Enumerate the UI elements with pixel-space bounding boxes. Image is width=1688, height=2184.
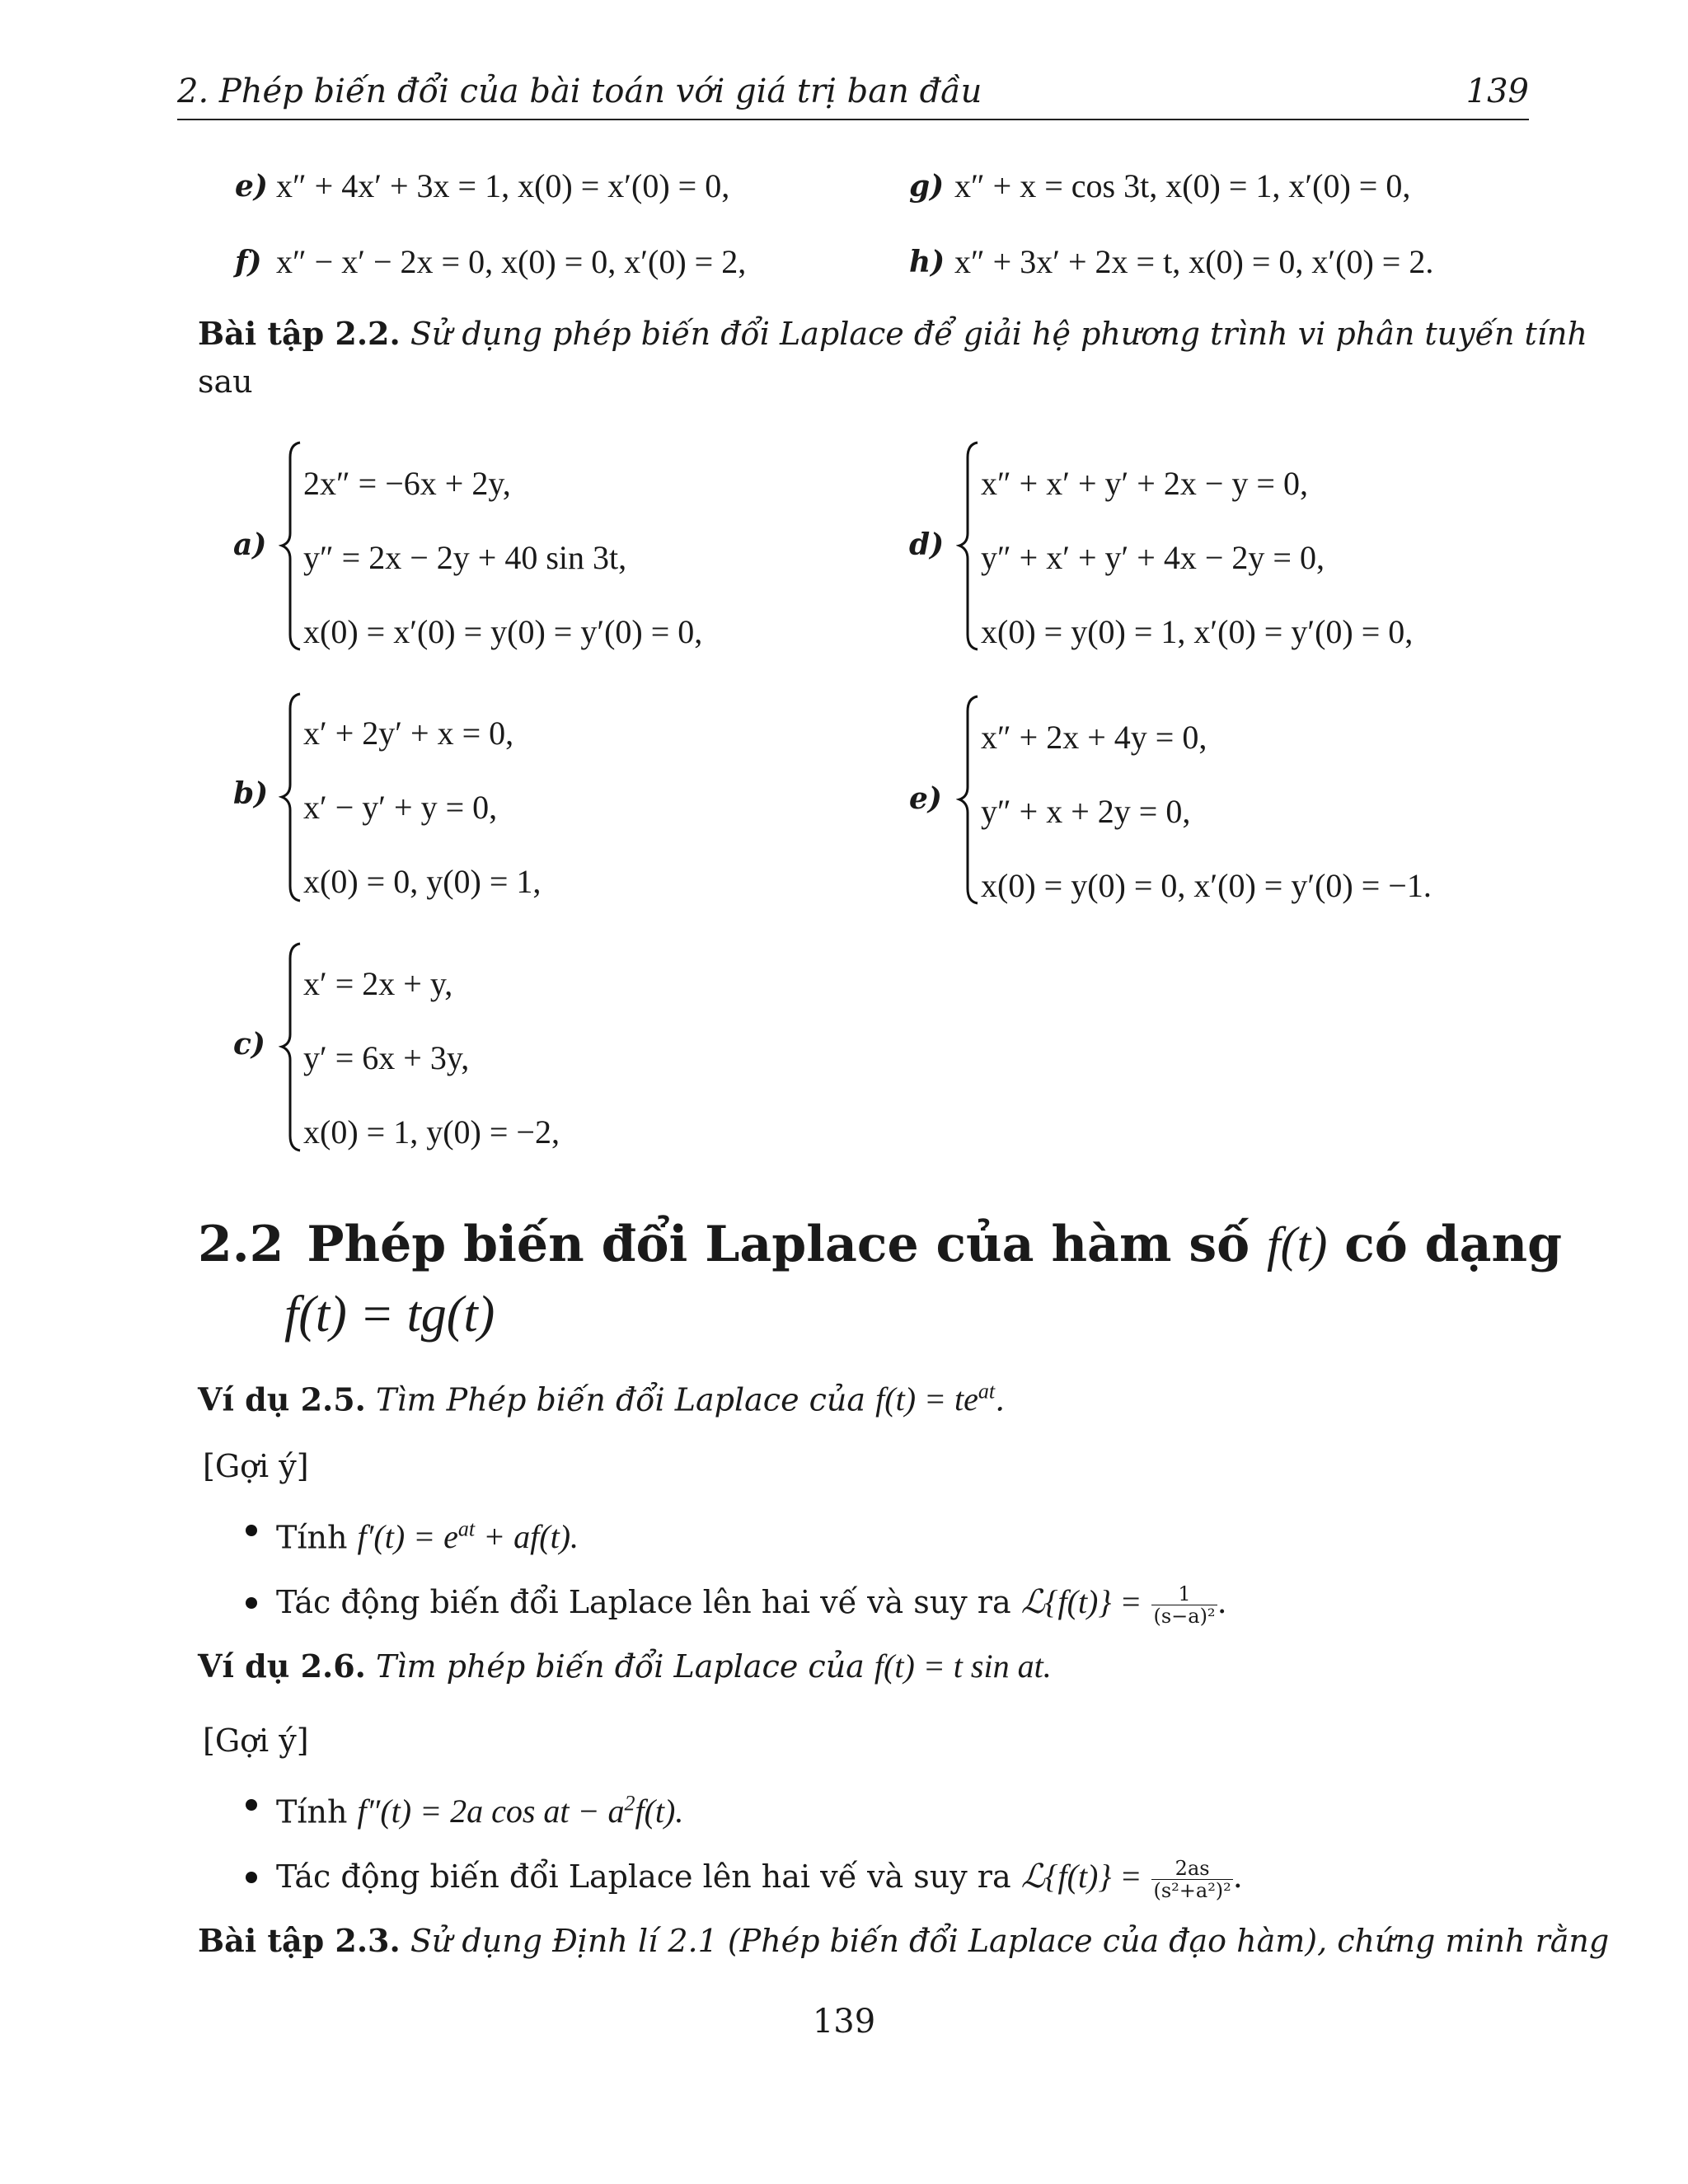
item-label-g: g) — [909, 169, 945, 204]
brace-icon — [279, 441, 303, 651]
system-d-row-3: x(0) = y(0) = 1, x′(0) = y′(0) = 0, — [981, 613, 1414, 650]
section-heading — [198, 1212, 1562, 1277]
system-b-row-3: x(0) = 0, y(0) = 1, — [303, 863, 542, 900]
running-header — [177, 73, 1529, 120]
example-2-5-end: . — [995, 1381, 1006, 1418]
header-page-number: 139 — [1465, 73, 1529, 110]
bullet-text: Tính — [276, 1519, 348, 1556]
system-c-row-1: x′ = 2x + y, — [303, 965, 453, 1002]
equation-g: x″ + x = cos 3t, x(0) = 1, x′(0) = 0, — [954, 167, 1411, 204]
example-2-5-bullet-2 — [276, 1578, 1227, 1627]
bullet-icon — [246, 1597, 257, 1609]
bullet-math-sup: 2 — [624, 1792, 635, 1816]
bullet-math-base: f″(t) = 2a cos at − a — [357, 1793, 625, 1830]
fraction-numerator: 1 — [1151, 1583, 1217, 1605]
example-2-6-bullet-1 — [276, 1780, 683, 1835]
brace-icon — [279, 692, 303, 902]
section-title: Phép biến đổi Laplace của hàm số — [307, 1216, 1250, 1273]
bullet-end: . — [1232, 1858, 1243, 1895]
chapter-title: 2. Phép biến đổi của bài toán với giá trị ban đầu — [177, 73, 982, 110]
system-d-row-1: x″ + x′ + y′ + 2x − y = 0, — [981, 465, 1308, 502]
example-2-6-math: f(t) = t sin at. — [874, 1647, 1052, 1685]
exercise-2-2-text: Sử dụng phép biến đổi Laplace để giải hệ phương trình vi phân tuyến tính — [410, 316, 1587, 352]
system-a-row-1: 2x″ = −6x + 2y, — [303, 465, 511, 502]
system-d-row-2: y″ + x′ + y′ + 4x − 2y = 0, — [981, 539, 1325, 576]
brace-icon — [956, 441, 981, 651]
section-title-line2: f(t) = tg(t) — [284, 1286, 495, 1343]
example-2-6 — [198, 1643, 1052, 1690]
system-label-d: d) — [909, 527, 945, 562]
bullet-icon — [246, 1872, 257, 1883]
system-b-row-2: x′ − y′ + y = 0, — [303, 789, 498, 826]
brace-icon — [279, 942, 303, 1152]
system-a-row-2: y″ = 2x − 2y + 40 sin 3t, — [303, 539, 627, 576]
bullet-text: Tác động biến đổi Laplace lên hai vế và suy ra — [276, 1858, 1011, 1895]
fraction — [1151, 1858, 1232, 1901]
example-2-5-math-base: f(t) = te — [875, 1380, 978, 1418]
fraction-numerator: 2as — [1151, 1858, 1232, 1880]
example-2-5-math-sup: at — [978, 1380, 996, 1404]
bullet-text: Tác động biến đổi Laplace lên hai vế và suy ra — [276, 1584, 1011, 1620]
bullet-math-rest: + af(t). — [475, 1518, 579, 1556]
exercise-2-3-title: Bài tập 2.3. — [198, 1922, 401, 1959]
system-c-row-3: x(0) = 1, y(0) = −2, — [303, 1113, 560, 1151]
equation-f: x″ − x′ − 2x = 0, x(0) = 0, x′(0) = 2, — [276, 243, 747, 280]
system-b-row-1: x′ + 2y′ + x = 0, — [303, 715, 514, 752]
example-2-5-title: Ví dụ 2.5. — [198, 1380, 366, 1418]
bullet-icon — [246, 1525, 257, 1536]
system-e-row-2: y″ + x + 2y = 0, — [981, 793, 1191, 830]
exercise-2-2-title: Bài tập 2.2. — [198, 315, 401, 352]
bullet-math — [358, 1793, 684, 1830]
bullet-math-sup: at — [457, 1517, 476, 1541]
example-2-5 — [198, 1368, 1005, 1423]
hint-label: [Gợi ý] — [203, 1448, 309, 1484]
laplace-math: ℒ{f(t)} = — [1020, 1583, 1142, 1620]
exercise-2-3 — [198, 1917, 1609, 1965]
system-a-row-3: x(0) = x′(0) = y(0) = y′(0) = 0, — [303, 613, 703, 650]
exercise-2-2-heading — [198, 310, 1587, 358]
bullet-math — [358, 1518, 579, 1555]
footer-page-number: 139 — [812, 2003, 876, 2041]
example-2-6-title: Ví dụ 2.6. — [198, 1647, 366, 1685]
example-2-5-text: Tìm Phép biến đổi Laplace của — [376, 1381, 866, 1418]
exercise-2-2-text-cont: sau — [198, 363, 253, 400]
laplace-math: ℒ{f(t)} = — [1020, 1858, 1142, 1895]
system-label-c: c) — [233, 1027, 265, 1062]
bullet-math-base: f′(t) = e — [357, 1518, 458, 1556]
section-fn: f(t) — [1267, 1217, 1328, 1272]
bullet-end: . — [1217, 1584, 1227, 1620]
item-label-h: h) — [909, 245, 945, 279]
example-2-6-bullet-2 — [276, 1853, 1243, 1901]
section-number: 2.2 — [198, 1216, 284, 1273]
example-2-5-math — [875, 1380, 995, 1418]
fraction — [1151, 1583, 1217, 1627]
item-label-f: f) — [235, 245, 262, 279]
system-label-b: b) — [233, 776, 269, 811]
bullet-math-rest: f(t). — [635, 1793, 684, 1830]
system-e-row-1: x″ + 2x + 4y = 0, — [981, 719, 1207, 756]
equation-h: x″ + 3x′ + 2x = t, x(0) = 0, x′(0) = 2. — [954, 243, 1434, 280]
exercise-2-3-text: Sử dụng Định lí 2.1 (Phép biến đổi Laplace của đạo hàm), chứng minh rằng — [410, 1923, 1610, 1959]
system-c-row-2: y′ = 6x + 3y, — [303, 1039, 470, 1076]
hint-label: [Gợi ý] — [203, 1722, 309, 1759]
fraction-denominator: (s−a)² — [1153, 1605, 1216, 1628]
item-label-e: e) — [235, 169, 268, 204]
bullet-text: Tính — [276, 1793, 348, 1830]
system-label-a: a) — [233, 527, 267, 562]
fraction-denominator: (s²+a²)² — [1153, 1879, 1231, 1902]
system-e-row-3: x(0) = y(0) = 0, x′(0) = y′(0) = −1. — [981, 867, 1432, 904]
brace-icon — [956, 695, 981, 905]
example-2-6-text: Tìm phép biến đổi Laplace của — [376, 1648, 865, 1685]
example-2-5-bullet-1 — [276, 1506, 579, 1561]
section-title-end: có dạng — [1344, 1216, 1563, 1273]
bullet-icon — [246, 1799, 257, 1811]
equation-e: x″ + 4x′ + 3x = 1, x(0) = x′(0) = 0, — [276, 167, 730, 204]
system-label-e: e) — [909, 781, 942, 816]
